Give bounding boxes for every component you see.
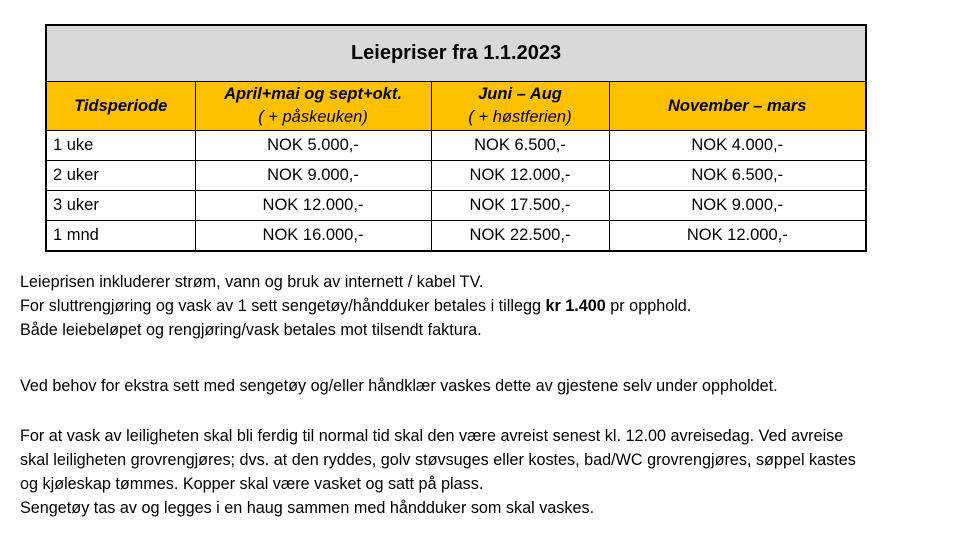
table-header-row: [46, 82, 866, 131]
cell-winter-price: NOK 12.000,-: [609, 221, 866, 252]
header-winter: [609, 82, 866, 131]
cell-period: 2 uker: [46, 161, 195, 191]
text-segment: For sluttrengjøring og vask av 1 sett sengetøy/håndduker betales i tillegg: [20, 297, 546, 315]
text-line: Sengetøy tas av og legges i en haug sammen med håndduker som skal vaskes.: [20, 499, 595, 517]
header-spring-autumn: [195, 82, 431, 131]
text-line: For at vask av leiligheten skal bli ferdig til normal tid skal den være avreist senest kl. 12.00 avreisedag. Ved avreise: [20, 427, 844, 445]
text-line: [20, 294, 970, 318]
cleaning-fee: kr 1.400: [545, 297, 606, 315]
text-line: skal leiligheten grovrengjøres; dvs. at den ryddes, golv støvsuges eller kostes, bad/WC grovrengjøres, søppel kastes: [20, 451, 856, 469]
header-spring-autumn-label: April+mai og sept+okt.: [224, 85, 402, 103]
header-spring-autumn-note: ( + påskeuken): [258, 108, 368, 126]
cell-spring-autumn-price: NOK 16.000,-: [195, 221, 431, 252]
table-row: [46, 191, 866, 221]
text-line: Leieprisen inkluderer strøm, vann og bruk av internett / kabel TV.: [20, 273, 484, 291]
price-table: [45, 24, 867, 252]
cell-summer-price: NOK 6.500,-: [431, 131, 609, 161]
table-row: [46, 161, 866, 191]
cell-period: 1 mnd: [46, 221, 195, 252]
text-line: Ved behov for ekstra sett med sengetøy og/eller håndklær vaskes dette av gjestene selv under oppholdet.: [20, 377, 778, 395]
header-summer: [431, 82, 609, 131]
cell-spring-autumn-price: NOK 5.000,-: [195, 131, 431, 161]
paragraph-extra-linen: [20, 374, 970, 398]
header-period: [46, 82, 195, 131]
cell-spring-autumn-price: NOK 12.000,-: [195, 191, 431, 221]
text-line: Både leiebeløpet og rengjøring/vask betales mot tilsendt faktura.: [20, 321, 482, 339]
cell-winter-price: NOK 6.500,-: [609, 161, 866, 191]
table-row: [46, 221, 866, 252]
table-title: Leiepriser fra 1.1.2023: [46, 25, 866, 82]
paragraph-included: [20, 270, 970, 342]
cell-winter-price: NOK 4.000,-: [609, 131, 866, 161]
cell-summer-price: NOK 22.500,-: [431, 221, 609, 252]
table-row: [46, 131, 866, 161]
cell-spring-autumn-price: NOK 9.000,-: [195, 161, 431, 191]
header-period-label: Tidsperiode: [74, 96, 168, 115]
cell-winter-price: NOK 9.000,-: [609, 191, 866, 221]
cell-summer-price: NOK 17.500,-: [431, 191, 609, 221]
paragraph-departure: [20, 424, 970, 520]
text-segment: pr opphold.: [605, 297, 692, 315]
cell-summer-price: NOK 12.000,-: [431, 161, 609, 191]
cell-period: 3 uker: [46, 191, 195, 221]
header-summer-label: Juni – Aug: [478, 85, 562, 103]
text-line: og kjøleskap tømmes. Kopper skal være vasket og satt på plass.: [20, 475, 484, 493]
header-summer-note: ( + høstferien): [468, 108, 572, 126]
cell-period: 1 uke: [46, 131, 195, 161]
header-winter-label: November – mars: [668, 96, 807, 115]
